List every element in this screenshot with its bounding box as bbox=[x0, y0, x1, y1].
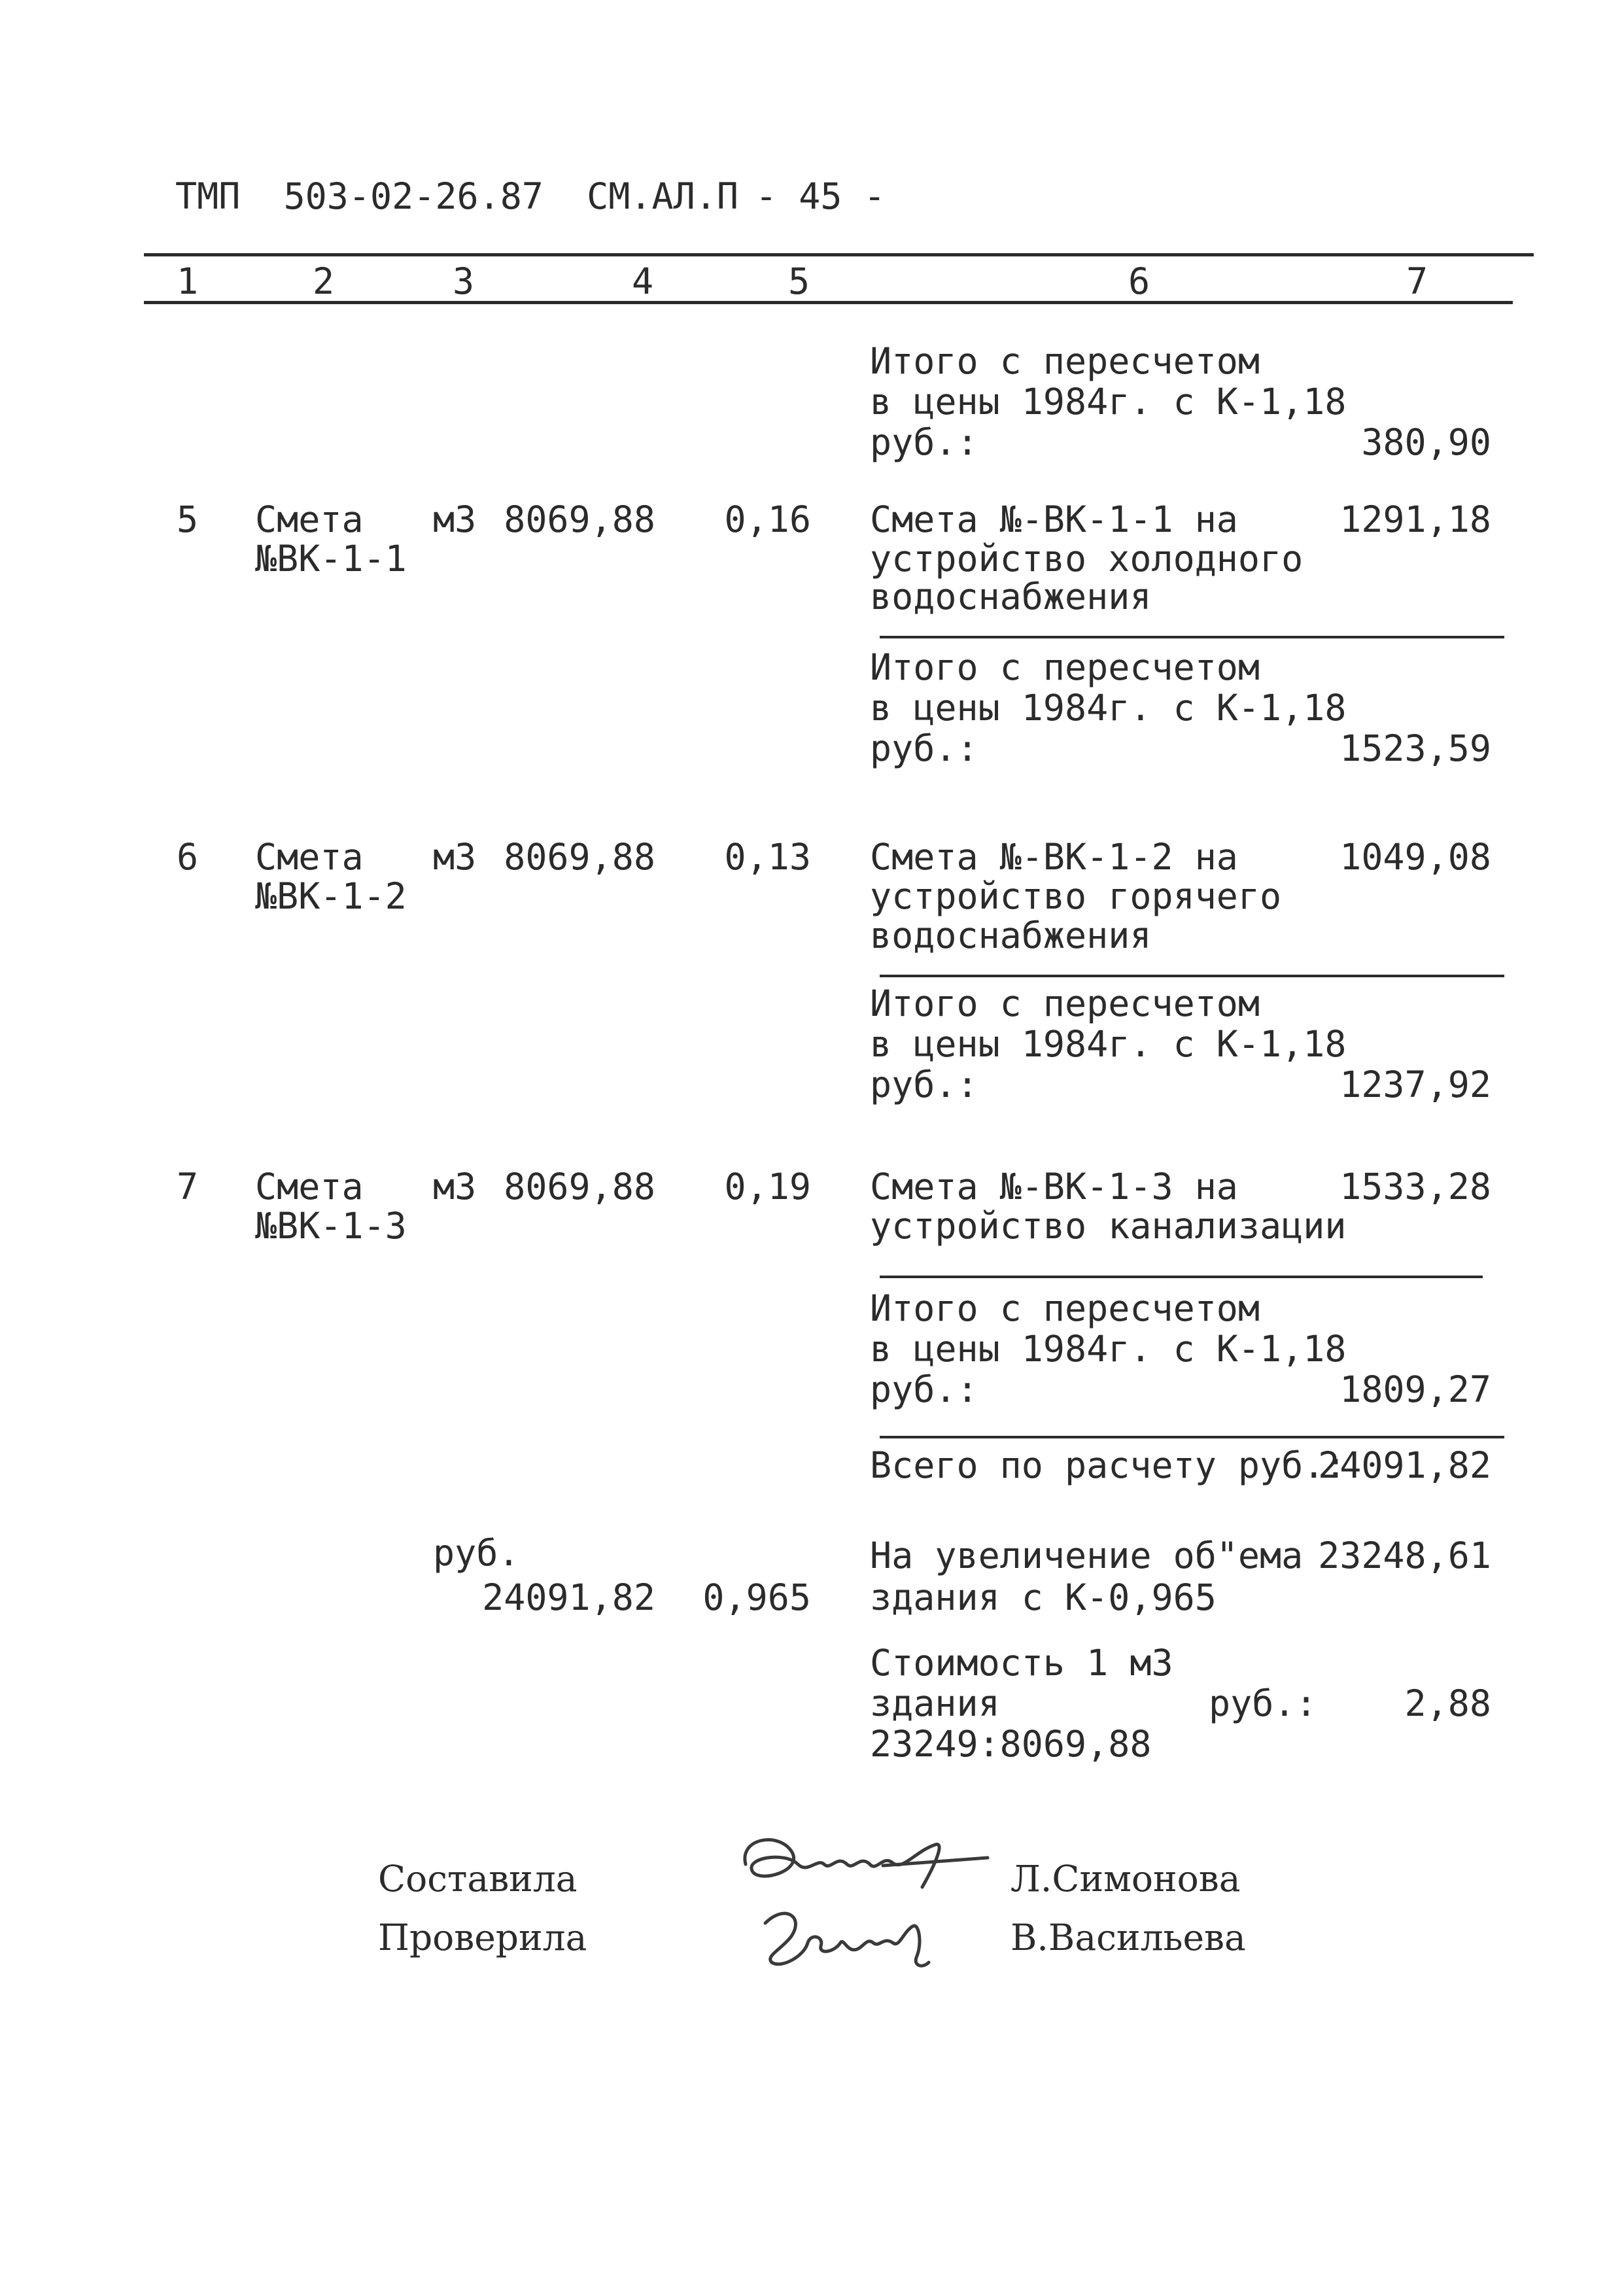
unit: м3 bbox=[433, 1166, 477, 1208]
cost: 1533,28 bbox=[1339, 1166, 1491, 1208]
description-line-3: 23249:8069,88 bbox=[870, 1723, 1152, 1765]
description-line-1: Смета №-ВК-1-1 на bbox=[870, 498, 1238, 540]
total-line-3: руб.: bbox=[870, 1368, 978, 1410]
row-divider bbox=[880, 636, 1504, 638]
column-header-7: 7 bbox=[1406, 260, 1428, 302]
column-header-4: 4 bbox=[632, 260, 654, 302]
estimate-name: Смета bbox=[255, 498, 364, 540]
compiled-by-label: Составила bbox=[378, 1858, 578, 1900]
checked-by-label: Проверила bbox=[378, 1917, 587, 1958]
column-header-3: 3 bbox=[453, 260, 475, 302]
total-line-1: Итого с пересчетом bbox=[870, 340, 1260, 382]
description-line-2: устройство холодного bbox=[870, 538, 1304, 580]
grand-total-rule bbox=[880, 1436, 1504, 1438]
cost: 1291,18 bbox=[1339, 498, 1491, 540]
description-line-1: Стоимость 1 м3 bbox=[870, 1642, 1173, 1684]
estimate-name: Смета bbox=[255, 1166, 364, 1208]
rate: 0,19 bbox=[724, 1166, 811, 1208]
total-line-1: Итого с пересчетом bbox=[870, 983, 1260, 1024]
column-header-6: 6 bbox=[1128, 260, 1150, 302]
quantity: 8069,88 bbox=[504, 1166, 655, 1208]
total-line-1: Итого с пересчетом bbox=[870, 646, 1260, 688]
quantity: 8069,88 bbox=[504, 836, 655, 878]
quantity: 8069,88 bbox=[504, 498, 655, 540]
rate: 0,16 bbox=[724, 498, 811, 540]
description-line-2: здания с К-0,965 bbox=[870, 1576, 1217, 1618]
total-line-2: в цены 1984г. с К-1,18 bbox=[870, 687, 1347, 729]
total-line-2: в цены 1984г. с К-1,18 bbox=[870, 1328, 1347, 1370]
column-header-1: 1 bbox=[177, 260, 199, 302]
total-line-3: руб.: bbox=[870, 421, 978, 463]
row-number: 5 bbox=[177, 498, 199, 540]
unit-cost-value: 2,88 bbox=[1404, 1682, 1491, 1724]
increased-value: 23248,61 bbox=[1318, 1535, 1491, 1576]
total-line-3: руб.: bbox=[870, 727, 978, 769]
total-line-3: руб.: bbox=[870, 1064, 978, 1105]
signature-compiled bbox=[719, 1825, 994, 1904]
total-value: 380,90 bbox=[1361, 421, 1491, 463]
signature-checked bbox=[746, 1897, 968, 1982]
row-number: 7 bbox=[177, 1166, 199, 1208]
grand-total-value: 24091,82 bbox=[1318, 1444, 1491, 1486]
compiled-by-name: Л.Симонова bbox=[1011, 1858, 1241, 1900]
column-header-2: 2 bbox=[313, 260, 335, 302]
description-line-2: устройство канализации bbox=[870, 1205, 1347, 1247]
total-value: 1809,27 bbox=[1339, 1368, 1491, 1410]
total-line-2: в цены 1984г. с К-1,18 bbox=[870, 1023, 1347, 1065]
description-line-3: водоснабжения bbox=[870, 914, 1152, 956]
estimate-name: Смета bbox=[255, 836, 364, 878]
grand-total-label: Всего по расчету руб.: bbox=[870, 1444, 1347, 1486]
row-divider bbox=[880, 1276, 1483, 1278]
total-value: 1523,59 bbox=[1339, 727, 1491, 769]
table-header-bottom-rule bbox=[144, 301, 1513, 304]
estimate-code: №ВК-1-3 bbox=[255, 1205, 407, 1247]
rate: 0,13 bbox=[724, 836, 811, 878]
row-number: 6 bbox=[177, 836, 199, 878]
unit: руб. bbox=[433, 1532, 520, 1574]
total-value: 1237,92 bbox=[1339, 1064, 1491, 1105]
unit: м3 bbox=[433, 498, 477, 540]
column-header-5: 5 bbox=[788, 260, 810, 302]
unit: м3 bbox=[433, 836, 477, 878]
base-amount: 24091,82 bbox=[482, 1576, 655, 1618]
estimate-code: №ВК-1-2 bbox=[255, 875, 407, 917]
estimate-code: №ВК-1-1 bbox=[255, 538, 407, 580]
description-line-1: Смета №-ВК-1-2 на bbox=[870, 836, 1238, 878]
description-line-2: здания bbox=[870, 1682, 1000, 1724]
description-line-3: водоснабжения bbox=[870, 576, 1152, 617]
description-line-1: На увеличение об"ема bbox=[870, 1535, 1304, 1576]
description-unit: руб.: bbox=[1209, 1682, 1317, 1724]
cost: 1049,08 bbox=[1339, 836, 1491, 878]
doc-code: ТМП 503-02-26.87 СМ.АЛ.П bbox=[175, 175, 738, 217]
description-line-1: Смета №-ВК-1-3 на bbox=[870, 1166, 1238, 1208]
row-divider bbox=[880, 975, 1504, 977]
coefficient: 0,965 bbox=[702, 1576, 811, 1618]
checked-by-name: В.Васильева bbox=[1011, 1917, 1246, 1958]
description-line-2: устройство горячего bbox=[870, 875, 1282, 917]
table-header-top-rule bbox=[144, 253, 1534, 256]
total-line-1: Итого с пересчетом bbox=[870, 1287, 1260, 1329]
total-line-2: в цены 1984г. с К-1,18 bbox=[870, 381, 1347, 423]
page-number: - 45 - bbox=[755, 175, 886, 217]
